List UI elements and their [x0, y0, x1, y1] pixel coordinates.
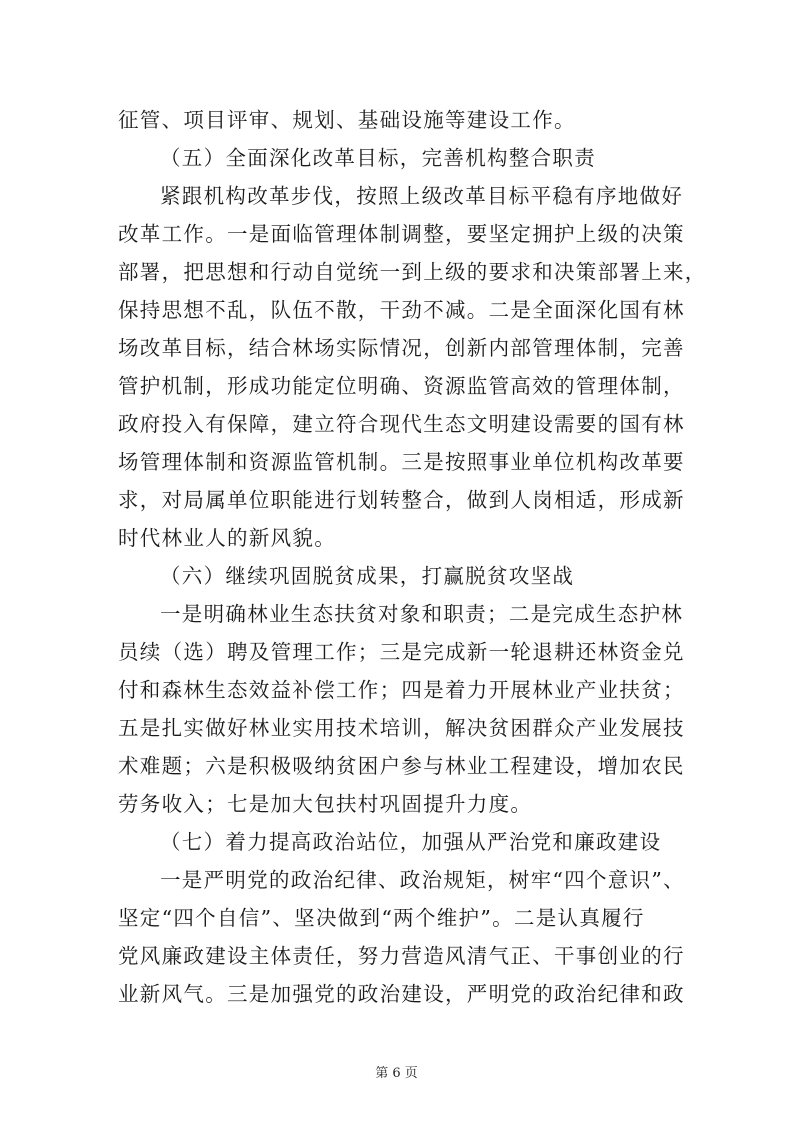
body-line: 紧跟机构改革步伐，按照上级改革目标平稳有序地做好 — [160, 184, 684, 208]
page-number: 第 6 页 — [375, 1066, 418, 1081]
body-line: 场改革目标，结合林场实际情况，创新内部管理体制，完善 — [118, 336, 685, 360]
body-line: 时代林业人的新风貌。 — [118, 526, 336, 550]
body-line: 求，对局属单位职能进行划转整合，做到人岗相适，形成新 — [118, 488, 685, 512]
body-line: 业新风气。三是加强党的政治建设，严明党的政治纪律和政 — [118, 982, 685, 1006]
body-line: 劳务收入；七是加大包扶村巩固提升力度。 — [118, 792, 533, 816]
body-line: 员续（选）聘及管理工作；三是完成新一轮退耕还林资金兑 — [118, 640, 685, 664]
body-line: 场管理体制和资源监管机制。三是按照事业单位机构改革要 — [118, 450, 685, 474]
body-line: 部署，把思想和行动自觉统一到上级的要求和决策部署上来， — [118, 260, 707, 284]
body-line: 改革工作。一是面临管理体制调整，要坚定拥护上级的决策 — [118, 222, 685, 246]
body-line: 保持思想不乱，队伍不散，干劲不减。二是全面深化国有林 — [118, 298, 685, 322]
body-line: 党风廉政建设主体责任，努力营造风清气正、干事创业的行 — [118, 944, 685, 968]
section-heading-5: （五）全面深化改革目标，完善机构整合职责 — [160, 146, 596, 170]
body-line: 术难题；六是积极吸纳贫困户参与林业工程建设，增加农民 — [118, 754, 685, 778]
body-line: 付和森林生态效益补偿工作；四是着力开展林业产业扶贫； — [118, 678, 685, 702]
body-line: 政府投入有保障，建立符合现代生态文明建设需要的国有林 — [118, 412, 685, 436]
body-line: 坚定“四个自信”、坚决做到“两个维护”。二是认真履行 — [118, 906, 645, 930]
body-line: 一是明确林业生态扶贫对象和职责；二是完成生态护林 — [160, 602, 684, 626]
body-line: 一是严明党的政治纪律、政治规矩，树牢“四个意识”、 — [160, 868, 685, 892]
body-line: 五是扎实做好林业实用技术培训，解决贫困群众产业发展技 — [118, 716, 685, 740]
section-heading-6: （六）继续巩固脱贫成果，打赢脱贫攻坚战 — [160, 564, 575, 588]
body-line: 征管、项目评审、规划、基础设施等建设工作。 — [118, 108, 576, 132]
section-heading-7: （七）着力提高政治站位，加强从严治党和廉政建设 — [160, 830, 662, 854]
body-line: 管护机制，形成功能定位明确、资源监管高效的管理体制， — [118, 374, 685, 398]
